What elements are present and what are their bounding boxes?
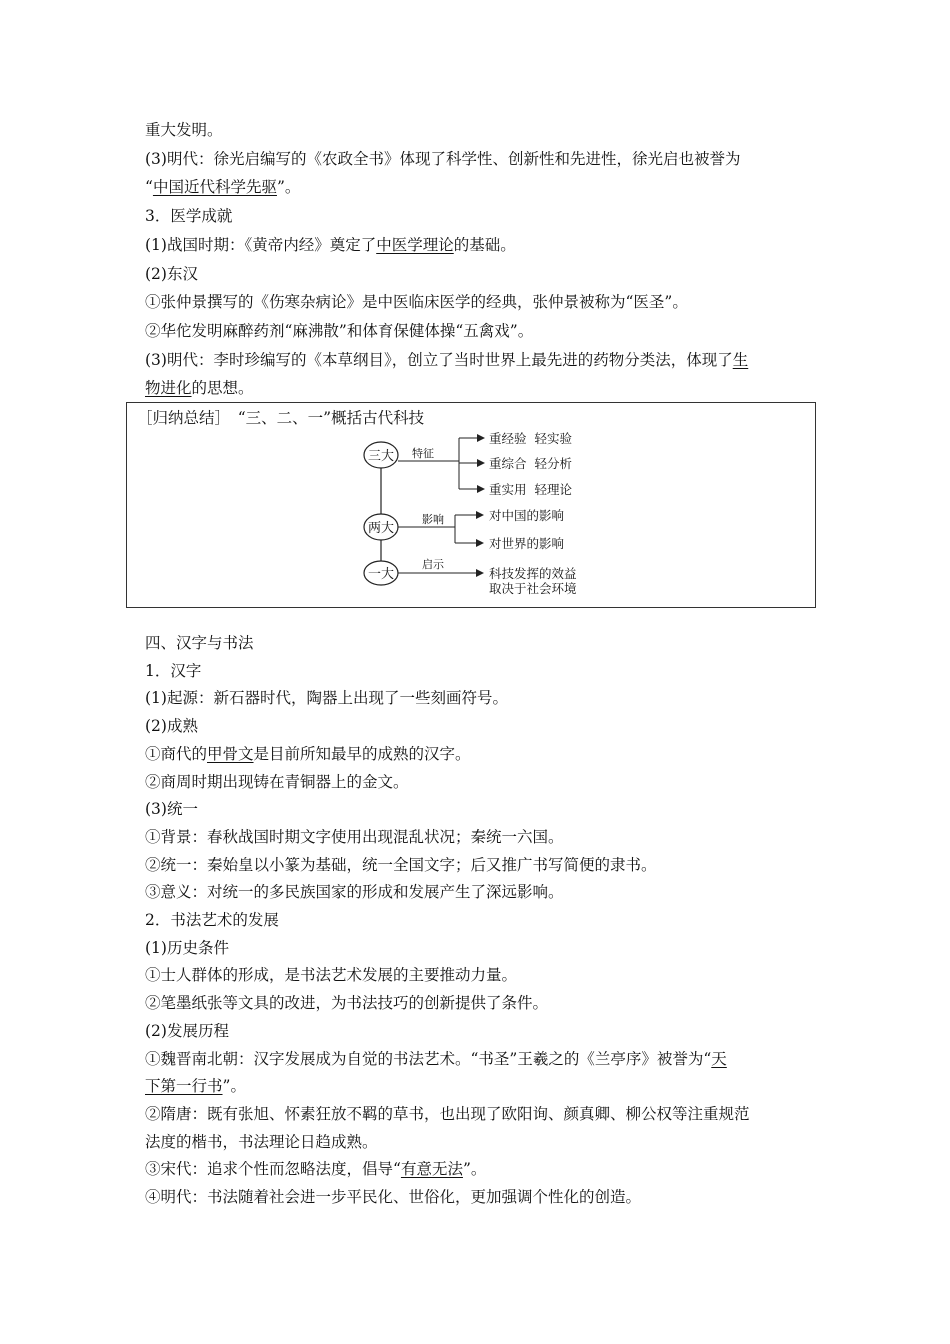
text-line	[145, 177, 300, 197]
text-segment: ②笔墨纸张等文具的改进，为书法技巧的创新提供了条件。	[145, 994, 549, 1013]
text-line	[145, 688, 508, 708]
text-segment: (3)明代：徐光启编写的《农政全书》体现了科学性、创新性和先进性，徐光启也被誉为	[145, 149, 741, 168]
influence-1: 对中国的影响	[489, 508, 565, 523]
text-segment: “	[145, 178, 153, 197]
feature-1: 重经验 轻实验	[489, 431, 572, 446]
text-line	[145, 1049, 727, 1069]
influence-2: 对世界的影响	[489, 536, 565, 551]
text-line	[145, 1187, 641, 1207]
underlined-term: 中国近代科学先驱	[152, 178, 277, 197]
summary-title: ［归纳总结］ “三、二、一”概括古代科技	[137, 409, 425, 427]
underlined-term: 天	[711, 1049, 727, 1068]
text-segment: 四、汉字与书法	[145, 634, 254, 652]
text-segment: ②统一：秦始皇以小篆为基础，统一全国文字；后又推广书写简便的隶书。	[145, 855, 657, 874]
text-line	[145, 633, 254, 653]
underlined-term: 下第一行书	[145, 1077, 223, 1096]
text-segment: (2)东汉	[145, 264, 198, 283]
text-line	[145, 827, 564, 847]
text-line	[145, 206, 232, 226]
text-line	[145, 120, 223, 140]
text-segment: 法度的楷书，书法理论日趋成熟。	[145, 1132, 378, 1151]
text-segment: ①背景：春秋战国时期文字使用出现混乱状况；秦统一六国。	[145, 827, 564, 846]
text-segment: (3)明代：李时珍编写的《本草纲目》，创立了当时世界上最先进的药物分类法，体现了	[145, 350, 733, 369]
influence-edge-label: 影响	[422, 513, 444, 526]
text-segment: ②商周时期出现铸在青铜器上的金文。	[145, 772, 409, 791]
text-line	[145, 661, 201, 681]
underlined-term: 甲骨文	[207, 744, 254, 763]
text-line	[145, 1132, 378, 1152]
text-segment: 的基础。	[453, 235, 516, 254]
text-segment: (3)统一	[145, 800, 198, 819]
text-segment: (1)战国时期：《黄帝内经》奠定了	[145, 235, 377, 254]
text-segment: ①商代的	[145, 744, 208, 763]
text-segment: 的思想。	[191, 379, 254, 398]
text-segment: 3．医学成就	[145, 207, 233, 226]
text-line	[145, 235, 516, 255]
text-segment: ”。	[276, 178, 301, 197]
text-segment: ②隋唐：既有张旭、怀素狂放不羁的草书，也出现了欧阳询、颜真卿、柳公权等注重规范	[145, 1104, 750, 1123]
text-line	[145, 1076, 246, 1096]
text-line	[145, 965, 517, 985]
inspiration-edge-label: 启示	[422, 558, 444, 571]
node-one-label: 一大	[367, 567, 395, 582]
features-edge-label: 特征	[412, 447, 434, 460]
text-segment: ①士人群体的形成，是书法艺术发展的主要推动力量。	[145, 966, 518, 985]
text-line	[145, 938, 229, 958]
feature-2: 重综合 轻分析	[489, 456, 572, 471]
text-line	[145, 993, 548, 1013]
summary-box	[126, 402, 816, 608]
text-segment: (2)发展历程	[145, 1021, 229, 1040]
text-line	[145, 264, 198, 284]
underlined-term: 物进化	[145, 379, 192, 398]
text-segment: 2．书法艺术的发展	[145, 911, 279, 929]
text-line	[145, 744, 471, 764]
text-segment: (1)历史条件	[145, 938, 229, 957]
node-two-label: 两大	[367, 521, 395, 536]
text-line	[145, 910, 279, 930]
text-segment: 是目前所知最早的成熟的汉字。	[253, 744, 471, 763]
inspiration-line-1: 科技发挥的效益	[489, 566, 577, 581]
text-line	[145, 292, 688, 312]
text-segment: ①魏晋南北朝：汉字发展成为自觉的书法艺术。“书圣”王羲之的《兰亭序》被誉为“	[145, 1049, 712, 1068]
text-line	[145, 799, 198, 819]
text-line	[145, 1159, 486, 1179]
text-segment: ①张仲景撰写的《伤寒杂病论》是中医临床医学的经典，张仲景被称为“医圣”。	[145, 293, 688, 312]
text-segment: (1)起源：新石器时代，陶器上出现了一些刻画符号。	[145, 689, 508, 708]
text-line	[145, 882, 564, 902]
text-line	[145, 855, 657, 875]
text-line	[145, 772, 409, 792]
underlined-term: 有意无法	[400, 1160, 463, 1179]
text-segment: ③意义：对统一的多民族国家的形成和发展产生了深远影响。	[145, 883, 564, 902]
text-segment: ③宋代：追求个性而忽略法度，倡导“	[145, 1160, 401, 1179]
text-segment: ”。	[462, 1160, 487, 1179]
text-segment: 重大发明。	[145, 121, 223, 139]
text-line	[145, 378, 254, 398]
text-line	[145, 149, 740, 169]
text-line	[145, 350, 748, 370]
underlined-term: 中医学理论	[376, 235, 454, 254]
summary-diagram	[127, 403, 815, 607]
text-segment: ④明代：书法随着社会进一步平民化、世俗化，更加强调个性化的创造。	[145, 1188, 642, 1206]
text-line	[145, 1104, 750, 1124]
text-segment: 1．汉字	[145, 661, 202, 680]
text-line	[145, 1021, 229, 1041]
text-segment: ”。	[222, 1077, 246, 1096]
feature-3: 重实用 轻理论	[489, 482, 572, 497]
text-segment: ②华佗发明麻醉药剂“麻沸散”和体育保健体操“五禽戏”。	[145, 321, 534, 340]
node-three-label: 三大	[367, 449, 395, 464]
underlined-term: 生	[732, 350, 749, 369]
inspiration-line-2: 取决于社会环境	[489, 581, 577, 596]
text-line	[145, 321, 533, 341]
text-line	[145, 716, 198, 736]
text-segment: (2)成熟	[145, 717, 198, 736]
